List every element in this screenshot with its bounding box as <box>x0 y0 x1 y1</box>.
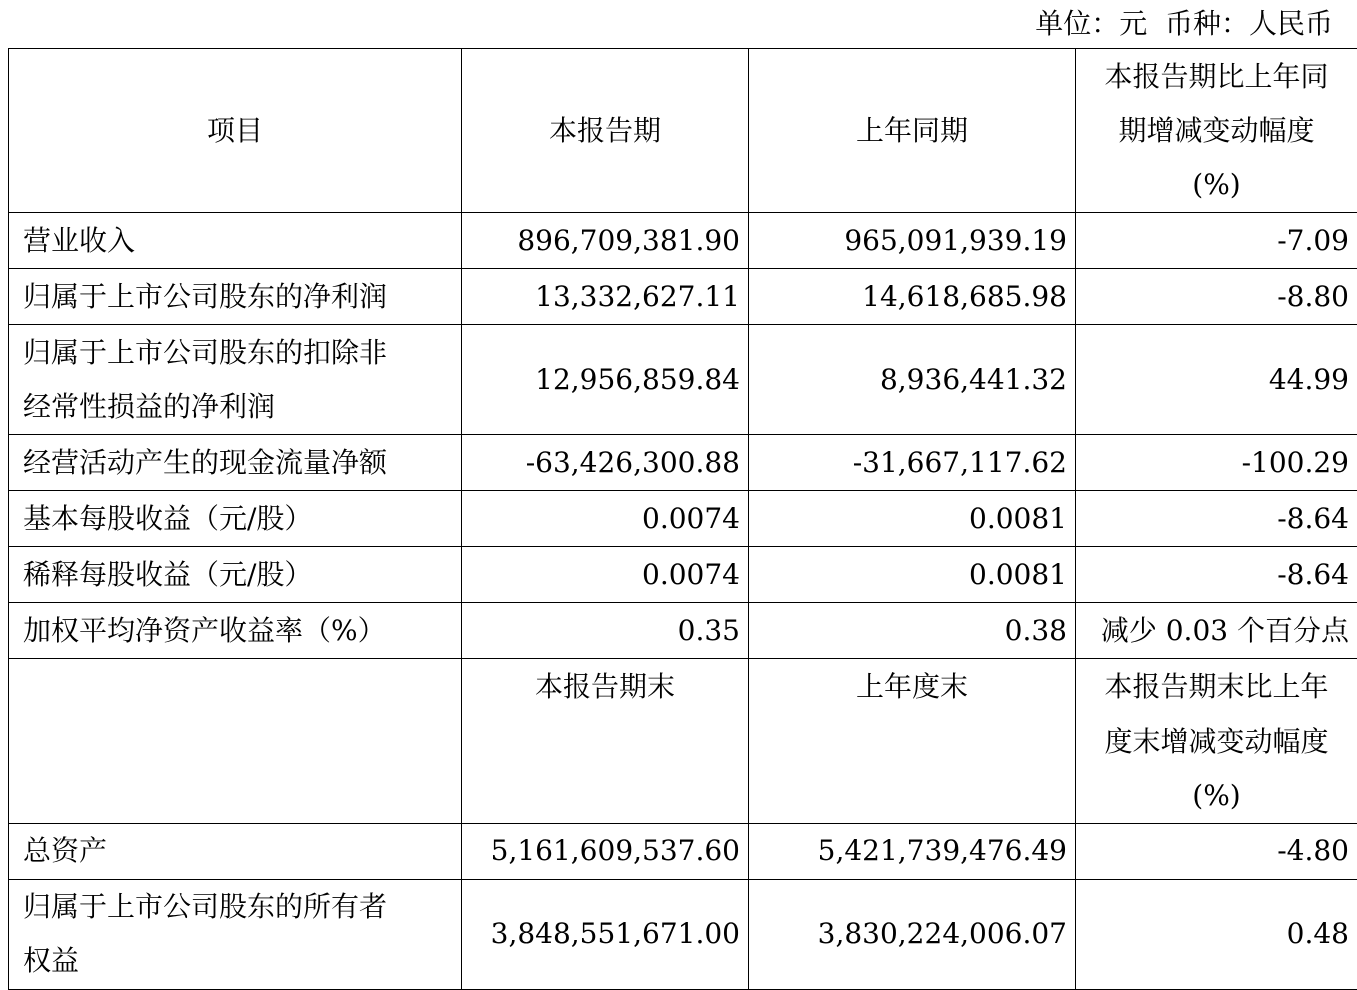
row-label-line1: 归属于上市公司股东的扣除非 <box>23 336 387 369</box>
row-change: -8.64 <box>1076 547 1357 603</box>
sub-header-prior-blank <box>749 715 1076 824</box>
financial-summary-table <box>8 48 1357 990</box>
row-change: 0.48 <box>1076 879 1357 989</box>
row-change: 44.99 <box>1076 325 1357 435</box>
sub-header-item-blank <box>9 659 462 715</box>
row-label: 稀释每股收益（元/股） <box>9 547 462 603</box>
table-row <box>9 879 1357 989</box>
row-change: -8.64 <box>1076 491 1357 547</box>
table-row <box>9 547 1357 603</box>
header-change-line3: (%) <box>1192 168 1240 201</box>
row-current: 0.35 <box>462 603 749 659</box>
row-label: 加权平均净资产收益率（%） <box>9 603 462 659</box>
row-label <box>9 325 462 435</box>
row-change: 减少 0.03 个百分点 <box>1076 603 1357 659</box>
table-row <box>9 213 1357 269</box>
row-current: 12,956,859.84 <box>462 325 749 435</box>
table-row <box>9 269 1357 325</box>
row-change: -4.80 <box>1076 823 1357 879</box>
row-label-line2: 经常性损益的净利润 <box>23 390 275 423</box>
table-row <box>9 491 1357 547</box>
row-label: 总资产 <box>9 823 462 879</box>
header-current-period: 本报告期 <box>462 49 749 213</box>
row-label: 归属于上市公司股东的净利润 <box>9 269 462 325</box>
sub-header-prior-year-end: 上年度末 <box>749 659 1076 715</box>
table-row <box>9 325 1357 435</box>
sub-header-change-line2: 度末增减变动幅度 <box>1104 725 1328 758</box>
row-label: 基本每股收益（元/股） <box>9 491 462 547</box>
row-prior: 8,936,441.32 <box>749 325 1076 435</box>
row-label <box>9 879 462 989</box>
sub-header-item-blank-2 <box>9 715 462 824</box>
row-change: -100.29 <box>1076 435 1357 491</box>
sub-header-current-period-end: 本报告期末 <box>462 659 749 715</box>
row-current: 896,709,381.90 <box>462 213 749 269</box>
sub-header-change-line3: (%) <box>1192 779 1240 812</box>
row-prior: 0.0081 <box>749 547 1076 603</box>
sub-header-row <box>9 659 1357 715</box>
sub-header-current-blank <box>462 715 749 824</box>
row-current: 13,332,627.11 <box>462 269 749 325</box>
header-prior-period: 上年同期 <box>749 49 1076 213</box>
header-change-line2: 期增减变动幅度 <box>1118 114 1314 147</box>
table-row <box>9 823 1357 879</box>
row-current: -63,426,300.88 <box>462 435 749 491</box>
table-header-row <box>9 49 1357 213</box>
sub-header-change-line1: 本报告期末比上年 <box>1076 659 1357 715</box>
header-item: 项目 <box>9 49 462 213</box>
row-change: -8.80 <box>1076 269 1357 325</box>
row-prior: 965,091,939.19 <box>749 213 1076 269</box>
row-current: 3,848,551,671.00 <box>462 879 749 989</box>
table-row <box>9 603 1357 659</box>
unit-currency-note: 单位：元 币种：人民币 <box>1035 6 1333 42</box>
row-prior: 5,421,739,476.49 <box>749 823 1076 879</box>
row-prior: 0.0081 <box>749 491 1076 547</box>
row-prior: 3,830,224,006.07 <box>749 879 1076 989</box>
row-current: 0.0074 <box>462 547 749 603</box>
row-current: 0.0074 <box>462 491 749 547</box>
row-prior: -31,667,117.62 <box>749 435 1076 491</box>
row-label: 营业收入 <box>9 213 462 269</box>
header-change-line1: 本报告期比上年同 <box>1104 60 1328 93</box>
row-label-line1: 归属于上市公司股东的所有者 <box>23 890 387 923</box>
row-change: -7.09 <box>1076 213 1357 269</box>
sub-header-change-pct <box>1076 715 1357 824</box>
row-prior: 0.38 <box>749 603 1076 659</box>
sub-header-row-continued <box>9 715 1357 824</box>
header-change-pct <box>1076 49 1357 213</box>
row-label-line2: 权益 <box>23 944 79 977</box>
row-label: 经营活动产生的现金流量净额 <box>9 435 462 491</box>
table-row <box>9 435 1357 491</box>
row-prior: 14,618,685.98 <box>749 269 1076 325</box>
row-current: 5,161,609,537.60 <box>462 823 749 879</box>
